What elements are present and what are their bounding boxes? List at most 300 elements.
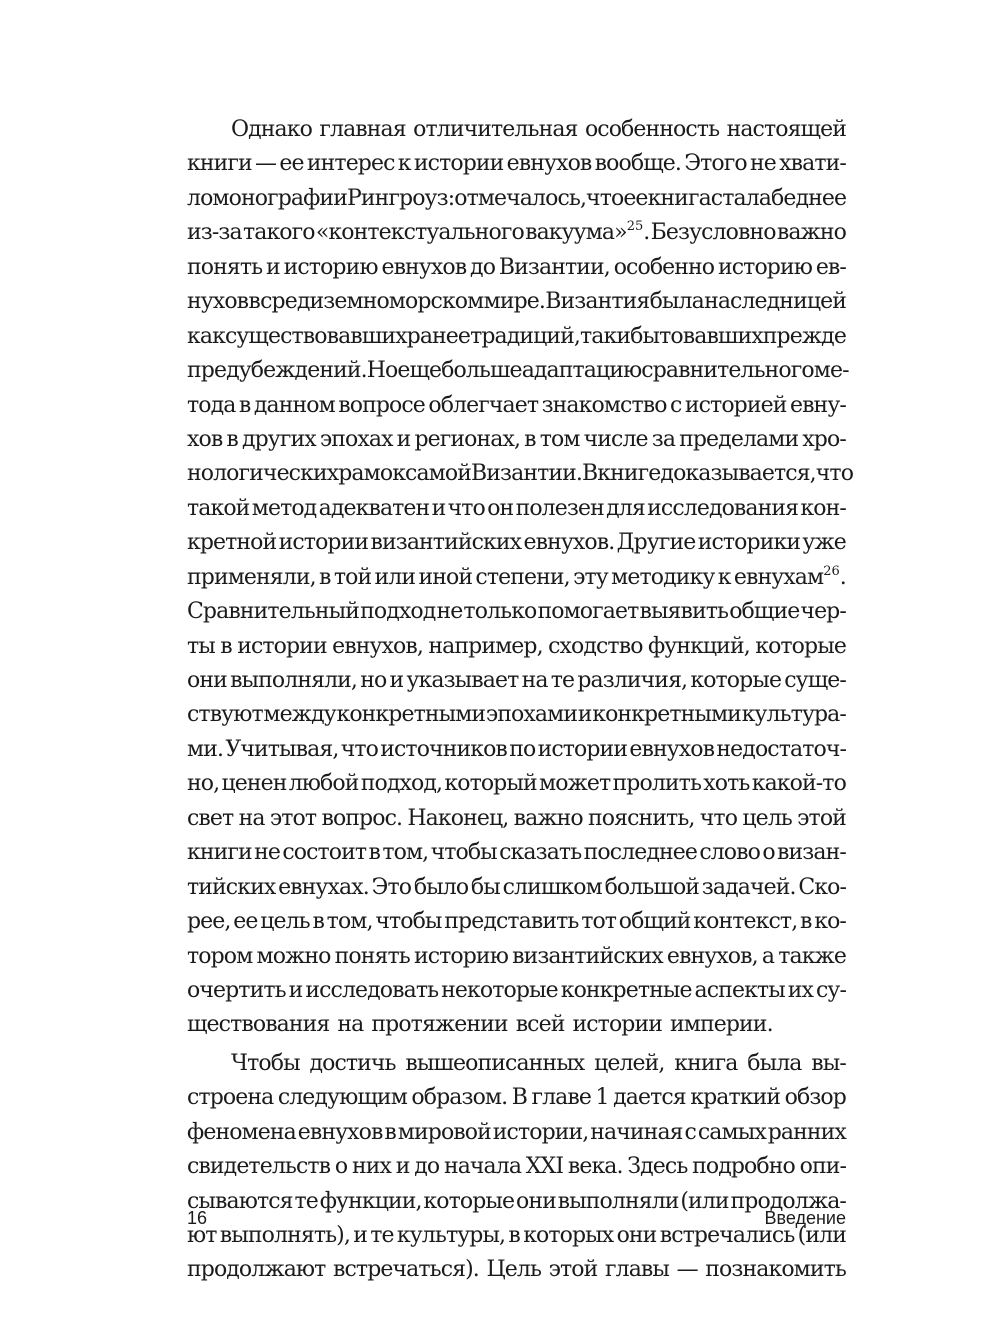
text-line — [187, 802, 846, 836]
word: на — [521, 668, 548, 693]
word: ее — [233, 909, 258, 935]
word: выполняли, — [230, 668, 358, 693]
word: (или — [680, 1188, 729, 1214]
word: них — [351, 1154, 392, 1180]
word: этой — [548, 1257, 598, 1283]
word: ев- — [815, 254, 846, 280]
text-line — [187, 492, 846, 526]
word: беднее — [771, 185, 847, 211]
word: ло — [187, 185, 213, 211]
page-footer — [187, 1208, 846, 1229]
word: подход, — [360, 771, 443, 797]
word: в — [238, 392, 251, 418]
word: главы — [605, 1257, 670, 1283]
text-line — [187, 1150, 846, 1184]
word: адаптацию — [521, 358, 642, 384]
word: мире. — [483, 289, 545, 315]
word: для — [606, 495, 645, 521]
word: евнухов — [297, 1119, 383, 1145]
word: ми. — [187, 736, 224, 762]
word: выявить — [639, 599, 729, 625]
word: свет — [187, 805, 234, 831]
word: на — [337, 1012, 364, 1038]
word: пролить — [612, 771, 702, 797]
text-line — [187, 836, 846, 870]
word: выполняли — [557, 1188, 679, 1214]
word: помогает — [537, 599, 639, 625]
word: пределами — [679, 426, 799, 452]
word: уже — [802, 530, 846, 556]
word: культуры, — [396, 1223, 506, 1248]
word: что — [340, 736, 378, 762]
word: ществования — [187, 1012, 330, 1038]
word: вы- — [811, 1050, 846, 1076]
word: империи. — [670, 1012, 773, 1038]
word: Ско- — [798, 874, 846, 900]
word: может — [539, 771, 611, 797]
word: евнухов, — [666, 943, 758, 969]
word: из-за — [187, 220, 242, 246]
word: хоть — [703, 771, 750, 797]
word: к — [397, 151, 411, 177]
word: продолжают — [187, 1257, 326, 1283]
word: исследовать — [305, 977, 439, 1003]
word: Византия — [545, 289, 650, 315]
word: за — [651, 426, 676, 452]
word: книге — [597, 461, 661, 487]
word: главная — [319, 117, 406, 142]
word: главе — [531, 1085, 592, 1111]
word: применяли, — [187, 564, 316, 590]
word: в — [508, 1223, 520, 1248]
text-line — [187, 1008, 846, 1042]
word: особенно — [613, 254, 715, 280]
word: начала — [443, 1154, 522, 1180]
word: бы — [470, 874, 500, 900]
word: которые — [690, 668, 782, 693]
word: общие — [729, 599, 800, 625]
word: Чтобы — [231, 1050, 300, 1076]
word: иной — [418, 564, 473, 590]
text-line — [187, 871, 846, 905]
word: до — [470, 254, 496, 280]
word: историю — [717, 254, 812, 280]
word: Византии, — [498, 254, 610, 280]
word: с — [670, 392, 682, 418]
word: но — [360, 668, 387, 693]
word: большой — [604, 874, 700, 900]
word: тода — [187, 392, 236, 418]
word: евнухам$^{26}$. — [733, 563, 846, 590]
word: в — [312, 909, 324, 935]
word: те — [294, 1188, 318, 1214]
word: книги — [187, 840, 252, 866]
word: интерес — [306, 151, 395, 177]
word: метод — [251, 495, 317, 521]
text-line — [187, 320, 846, 354]
word: что — [586, 185, 624, 211]
word: продолжа- — [730, 1188, 846, 1214]
word: знакомство — [541, 392, 667, 418]
word: ценен — [221, 771, 287, 797]
word: мировой — [397, 1119, 491, 1145]
word: к — [717, 564, 731, 590]
word: особенность — [584, 117, 720, 142]
word: доказывается, — [660, 461, 816, 487]
word: том, — [326, 909, 373, 935]
word: конкретные — [560, 977, 692, 1003]
word: слово — [699, 840, 760, 866]
word: степени, — [475, 564, 570, 590]
text-line — [187, 354, 849, 388]
word: некоторые — [441, 977, 558, 1003]
word: существовавших — [224, 323, 407, 349]
word: В — [511, 1085, 527, 1111]
word: Цель — [486, 1257, 542, 1283]
word: том — [539, 426, 580, 452]
word: не — [254, 840, 280, 866]
word: контекст, — [693, 909, 798, 935]
word: так — [580, 323, 617, 349]
word: книга — [674, 1050, 738, 1076]
word: Другие — [616, 530, 696, 556]
word: целей, — [594, 1050, 665, 1076]
word: на — [238, 805, 265, 831]
word: ее — [279, 151, 304, 177]
word: истории — [572, 1012, 662, 1038]
word: евнухов — [629, 736, 715, 762]
word: ее — [623, 185, 648, 211]
word: еще — [397, 358, 442, 384]
word: вопрос. — [321, 805, 403, 831]
word: которых — [523, 1223, 614, 1248]
word: их — [787, 977, 814, 1003]
word: не — [436, 599, 463, 625]
text-line — [187, 561, 846, 595]
word: такой — [187, 495, 250, 521]
word: ранних — [767, 1119, 846, 1145]
word: истории — [537, 736, 628, 762]
word: историей — [684, 392, 787, 418]
word: дается — [613, 1085, 686, 1111]
running-title: Введение — [764, 1208, 846, 1228]
word: евнухах. — [278, 874, 369, 900]
text-line — [187, 182, 846, 216]
word: Рингроуз: — [346, 185, 455, 211]
word: и — [389, 668, 404, 693]
word: истории — [413, 151, 504, 177]
text-line — [187, 1047, 846, 1081]
word: феномена — [187, 1119, 296, 1145]
text-line — [187, 389, 846, 423]
word: Сравнительный — [187, 599, 360, 625]
word: сходство — [548, 633, 643, 659]
word: полезен — [515, 495, 604, 521]
word: начиная — [590, 1119, 683, 1145]
text-line — [187, 251, 846, 285]
word: исследования — [647, 495, 799, 521]
word: но, — [187, 771, 220, 797]
word: которые — [423, 1188, 515, 1214]
word: следующим — [277, 1085, 407, 1111]
word: любой — [288, 771, 359, 797]
word: чтобы — [375, 909, 442, 935]
word: и — [288, 977, 303, 1003]
word: достичь — [309, 1050, 396, 1076]
word: адекватен — [318, 495, 430, 521]
word: отличительная — [413, 117, 578, 142]
text-line — [187, 1116, 846, 1150]
word: стала — [710, 185, 771, 211]
word: указывает — [406, 668, 519, 693]
word: Византии. — [471, 461, 583, 487]
word: истории, — [492, 1119, 589, 1145]
word: рамок — [338, 461, 406, 487]
word: последнее — [583, 840, 697, 866]
word: книги — [187, 151, 252, 177]
text-line — [187, 905, 846, 939]
word: хов — [187, 426, 223, 452]
word: (или — [797, 1223, 846, 1248]
word: пояснить, — [588, 805, 695, 831]
word: истории — [237, 633, 327, 659]
word: задачей. — [701, 874, 796, 900]
word: очертить — [187, 977, 286, 1003]
text-line — [187, 940, 846, 974]
word: ствуют — [187, 702, 263, 728]
word: том, — [382, 840, 429, 866]
word: настоящей — [726, 117, 846, 142]
word: хвати- — [779, 151, 846, 177]
word: — — [255, 151, 277, 177]
word: наследницей — [704, 289, 846, 315]
word: и — [616, 323, 631, 349]
text-line — [187, 698, 846, 732]
word: в — [800, 909, 812, 935]
word: сказать — [499, 840, 582, 866]
word: В — [582, 461, 598, 487]
word: свидетельств — [187, 1154, 331, 1180]
word: цель — [260, 909, 310, 935]
word: выполнять), — [219, 1223, 350, 1248]
word: подход — [360, 599, 436, 625]
word: и — [266, 254, 280, 280]
word: он — [487, 495, 514, 521]
word: Наконец, — [407, 805, 509, 831]
word: века. — [567, 1154, 623, 1180]
text-line — [187, 285, 846, 319]
word: хро- — [802, 426, 846, 452]
word: прежде — [762, 323, 846, 349]
word: больше — [441, 358, 522, 384]
text-line — [187, 595, 846, 629]
page-number: 16 — [187, 1208, 208, 1228]
word: слишком — [502, 874, 602, 900]
word: регионах, — [414, 426, 521, 452]
word: встречаться). — [333, 1257, 479, 1283]
word: до — [414, 1154, 440, 1180]
word: они — [616, 1223, 657, 1248]
word: важно — [776, 220, 846, 246]
word: ме- — [813, 358, 849, 384]
word: самой — [405, 461, 472, 487]
word: сравнительного — [641, 358, 814, 384]
word: бытовавших — [630, 323, 763, 349]
word: в — [319, 564, 331, 590]
text-line — [187, 423, 846, 457]
text-line — [187, 216, 846, 250]
word: аспекты — [694, 977, 785, 1003]
word: византийских — [512, 943, 663, 969]
footnote-marker[interactable]: 26 — [823, 563, 840, 579]
word: в — [368, 840, 380, 866]
word: Но — [366, 358, 398, 384]
word: историю — [413, 943, 508, 969]
word: Этого — [684, 151, 747, 177]
word: тором — [187, 943, 253, 969]
word: опи- — [799, 1154, 846, 1180]
word: понять — [187, 254, 263, 280]
word: методику — [611, 564, 715, 590]
word: самых — [697, 1119, 766, 1145]
word: только — [463, 599, 537, 625]
word: рее, — [187, 909, 231, 935]
word: ранее — [406, 323, 471, 349]
word: или — [374, 564, 416, 590]
word: вакуума»$^{25}$. — [525, 219, 650, 246]
word: других — [241, 426, 316, 452]
body-text — [187, 113, 854, 1288]
footnote-marker[interactable]: 25 — [626, 219, 644, 235]
word: функции, — [319, 1188, 422, 1214]
word: XXI — [525, 1154, 564, 1180]
word: подробно — [692, 1154, 795, 1180]
word: и — [396, 426, 411, 452]
word: также — [778, 943, 846, 969]
word: представить — [444, 909, 579, 935]
word: — — [676, 1257, 698, 1283]
word: ют — [187, 1223, 217, 1248]
word: евнухов — [506, 151, 592, 177]
word: цель — [742, 805, 792, 831]
word: числе — [583, 426, 648, 452]
word: Здесь — [627, 1154, 688, 1180]
word: какой-то — [751, 771, 846, 797]
word: и — [431, 495, 446, 521]
text-line — [187, 1081, 846, 1115]
word: 1 — [595, 1085, 609, 1111]
word: функций, — [647, 633, 750, 659]
word: Безусловно — [650, 220, 776, 246]
word: кретной — [187, 530, 277, 556]
word: обзор — [784, 1085, 846, 1111]
word: Однако — [231, 117, 312, 142]
word: «контекстуального — [315, 220, 524, 246]
word: евнухов, — [332, 633, 423, 659]
word: о — [762, 840, 775, 866]
text-line — [187, 457, 854, 491]
word: что — [447, 495, 485, 521]
word: ты — [187, 633, 215, 659]
word: евну- — [789, 392, 846, 418]
word: в — [524, 426, 536, 452]
text-line — [187, 526, 846, 560]
word: культура- — [741, 702, 846, 728]
word: Учитывая, — [225, 736, 339, 762]
text-line — [187, 1253, 846, 1287]
word: средиземноморском — [260, 289, 484, 315]
word: той — [333, 564, 372, 590]
word: и — [577, 702, 592, 728]
word: в — [384, 1119, 396, 1145]
word: недостаточ- — [716, 736, 846, 762]
word: можно — [256, 943, 331, 969]
word: Это — [371, 874, 412, 900]
word: которые — [755, 633, 846, 659]
word: и — [353, 1223, 367, 1248]
word: было — [413, 874, 469, 900]
word: с — [684, 1119, 696, 1145]
word: строена — [187, 1085, 274, 1111]
word: ко- — [814, 909, 846, 935]
word: а — [761, 943, 775, 969]
text-line — [187, 630, 846, 664]
word: монографии — [212, 185, 347, 211]
word: о — [334, 1154, 348, 1180]
word: как — [187, 323, 225, 349]
word: что — [815, 461, 854, 487]
word: источников — [380, 736, 507, 762]
word: этот — [269, 805, 317, 831]
word: протяжении — [371, 1012, 508, 1038]
word: чтобы — [430, 840, 497, 866]
text-line — [187, 733, 846, 767]
word: вышеописанных — [405, 1050, 585, 1076]
word: книга — [647, 185, 711, 211]
word: в — [226, 426, 238, 452]
word: эту — [573, 564, 608, 590]
word: что — [699, 805, 738, 831]
word: историю — [283, 254, 378, 280]
word: вообще. — [594, 151, 681, 177]
word: и — [395, 1154, 410, 1180]
word: визан- — [777, 840, 846, 866]
word: сываются — [187, 1188, 293, 1214]
word: истории — [278, 530, 369, 556]
word: нологических — [187, 461, 339, 487]
word: данном — [253, 392, 335, 418]
word: суще- — [784, 668, 846, 693]
word: они — [515, 1188, 556, 1214]
word: всей — [515, 1012, 565, 1038]
word: традиций, — [470, 323, 581, 349]
word: который — [444, 771, 537, 797]
word: встречались — [659, 1223, 795, 1248]
word: эпохах — [319, 426, 393, 452]
word: они — [187, 668, 227, 693]
word: евнухов — [381, 254, 467, 280]
word: понять — [334, 943, 410, 969]
word: предубеждений. — [187, 358, 367, 384]
word: краткий — [690, 1085, 781, 1111]
word: в — [220, 633, 232, 659]
text-line — [187, 147, 846, 181]
word: общий — [618, 909, 691, 935]
word: этой — [797, 805, 846, 831]
word: вопросе — [338, 392, 425, 418]
word: такого — [242, 220, 315, 246]
word: была — [649, 289, 704, 315]
